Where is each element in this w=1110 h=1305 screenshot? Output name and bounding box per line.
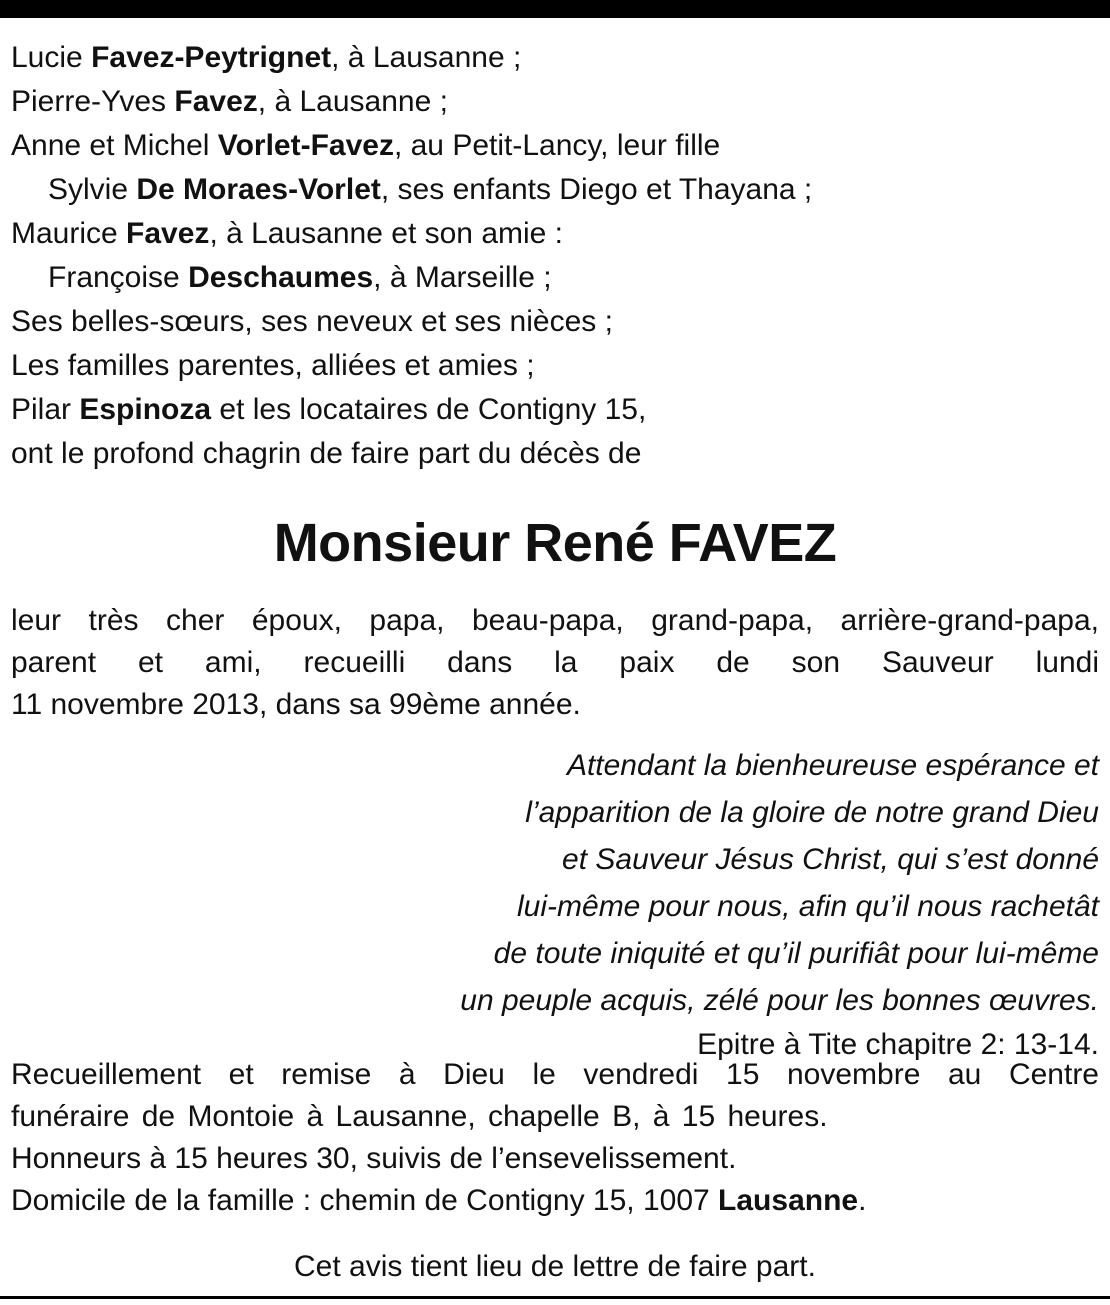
family-pre: Sylvie <box>48 173 137 206</box>
family-line <box>11 168 1099 212</box>
family-line <box>11 388 1099 432</box>
family-name: Vorlet-Favez <box>217 129 394 162</box>
family-pre: Pilar <box>11 393 80 426</box>
description-line: leur très cher époux, papa, beau-papa, grand-papa, arrière-grand-papa, <box>11 604 1099 637</box>
verse-line: un peuple acquis, zélé pour les bonnes œuvres. <box>460 984 1099 1017</box>
family-line <box>11 300 1099 344</box>
family-pre: ont le profond chagrin de faire part du décès de <box>11 437 642 470</box>
family-name: De Moraes-Vorlet <box>136 173 381 206</box>
family-post: , au Petit-Lancy, leur fille <box>393 129 721 162</box>
family-post: , ses enfants Diego et Thayana ; <box>380 173 813 206</box>
verse-line: et Sauveur Jésus Christ, qui s’est donné <box>562 843 1099 876</box>
verse-reference: Epitre à Tite chapitre 2: 13-14. <box>697 1028 1099 1061</box>
family-line <box>11 256 1099 300</box>
family-pre: Lucie <box>11 41 92 74</box>
family-post: , à Lausanne ; <box>257 85 448 118</box>
family-pre: Maurice <box>11 217 127 250</box>
domicile-city: Lausanne <box>718 1184 859 1217</box>
verse-line: de toute iniquité et qu’il purifiât pour lui-même <box>493 937 1099 970</box>
verse-line: Attendant la bienheureuse espérance et <box>566 749 1099 782</box>
domicile-line <box>11 1180 1099 1222</box>
domicile-post: . <box>858 1184 867 1217</box>
family-pre: Les familles parentes, alliées et amies ; <box>11 349 535 382</box>
family-post: et les locataires de Contigny 15, <box>211 393 647 426</box>
verse-line: lui-même pour nous, afin qu’il nous rachetât <box>517 890 1099 923</box>
family-pre: Pierre-Yves <box>11 85 175 118</box>
family-pre: Françoise <box>48 261 189 294</box>
bible-verse <box>460 742 1099 1066</box>
description-line: 11 novembre 2013, dans sa 99ème année. <box>11 688 581 721</box>
family-name: Deschaumes <box>188 261 374 294</box>
family-name: Favez <box>126 217 210 250</box>
family-line <box>11 36 1099 80</box>
top-border <box>0 0 1110 18</box>
family-line <box>11 124 1099 168</box>
family-pre: Anne et Michel <box>11 129 218 162</box>
family-post: , à Lausanne ; <box>331 41 522 74</box>
verse-line: l’apparition de la gloire de notre grand Dieu <box>525 796 1099 829</box>
family-post: , à Lausanne et son amie : <box>209 217 564 250</box>
family-pre: Ses belles-sœurs, ses neveux et ses nièces ; <box>11 305 613 338</box>
family-list <box>11 36 1099 476</box>
footer-note: Cet avis tient lieu de lettre de faire part. <box>294 1250 816 1283</box>
domicile-text: Domicile de la famille : chemin de Contigny 15, 1007 <box>11 1184 719 1217</box>
family-line <box>11 212 1099 256</box>
ceremony-line: Recueillement et remise à Dieu le vendredi 15 novembre au Centre <box>11 1058 1099 1091</box>
description <box>11 600 1099 726</box>
ceremony-line: Honneurs à 15 heures 30, suivis de l’ensevelissement. <box>11 1142 737 1175</box>
family-line <box>11 80 1099 124</box>
ceremony-info <box>11 1054 1099 1222</box>
ceremony-line: funéraire de Montoie à Lausanne, chapelle B, à 15 heures. <box>11 1100 828 1133</box>
family-name: Espinoza <box>79 393 212 426</box>
family-post: , à Marseille ; <box>373 261 552 294</box>
family-name: Favez-Peytrignet <box>91 41 332 74</box>
description-line: parent et ami, recueilli dans la paix de son Sauveur lundi <box>11 646 1099 679</box>
bottom-border <box>0 1296 1110 1299</box>
deceased-name: Monsieur René FAVEZ <box>273 513 837 573</box>
family-name: Favez <box>174 85 258 118</box>
family-line <box>11 344 1099 388</box>
family-line <box>11 432 1099 476</box>
